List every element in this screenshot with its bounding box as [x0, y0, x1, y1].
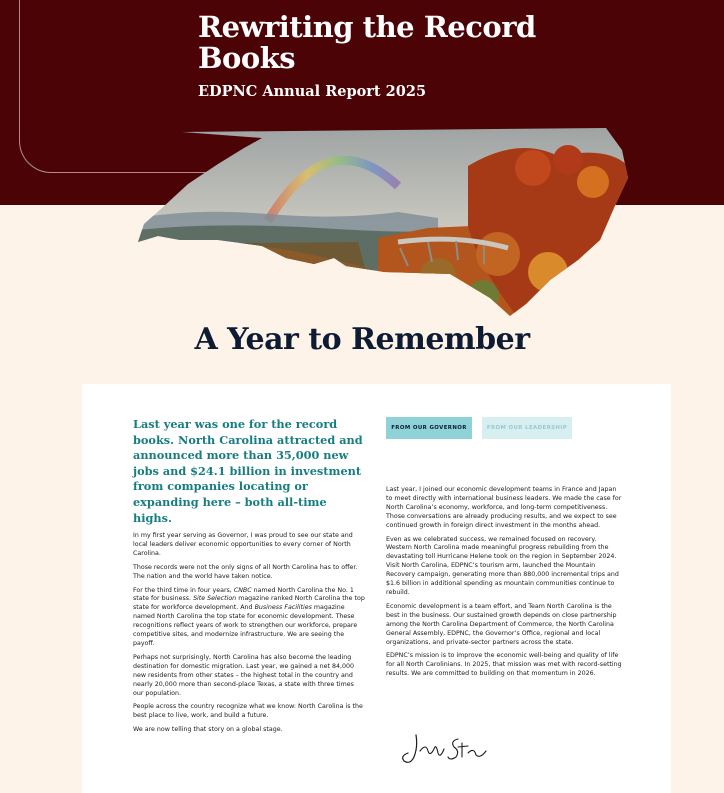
letter-right-column: [386, 486, 622, 684]
section-title: A Year to Remember: [194, 322, 530, 357]
page-title: Rewriting the Record Books: [198, 10, 536, 75]
north-carolina-landscape-map: [138, 126, 628, 318]
body-paragraph: Even as we celebrated success, we remained focused on recovery. Western North Carolina made meaningful progress rebuilding from the devastating toll Hurricane Helene took on the region in September 2024. Visit North Carolina, EDPNC’s tourism arm, launched the Mountain Recovery campaign, generating more than 880,000 incremental trips and $1.6 billion in additional spending as mountain communities continue to rebuild.: [386, 535, 619, 596]
body-paragraph: Those records were not the only signs of all North Carolina has to offer. The nation and the world have taken notice.: [133, 563, 358, 580]
publication-name: Business Facilities: [254, 604, 312, 612]
page-subtitle: EDPNC Annual Report 2025: [198, 83, 427, 100]
letter-left-column: [133, 532, 365, 740]
tab-from-our-leadership[interactable]: FROM OUR LEADERSHIP: [482, 417, 572, 439]
handwritten-signature: [400, 729, 492, 769]
body-paragraph: People across the country recognize what we know: North Carolina is the best place to live, work, and build a future.: [133, 703, 363, 720]
tab-from-our-governor[interactable]: FROM OUR GOVERNOR: [386, 417, 472, 439]
body-paragraph: We are now telling that story on a global stage.: [133, 726, 283, 734]
body-paragraph: Perhaps not surprisingly, North Carolina has also become the leading destination for domestic migration. Last year, we gained a net 84,000 new residents from other states – the highest total in the country and nearly 20,000 more than second-place Texas, a state with three times our population.: [133, 653, 355, 697]
publication-name: Site Selection: [193, 595, 237, 603]
body-paragraph: Last year, I joined our economic development teams in France and Japan to meet directly with international business leaders. We made the case for North Carolina’s economy, workforce, and long-term competitiveness. Those conversations are already producing results, and we expect to see continued growth in foreign direct investment in the months ahead.: [386, 486, 622, 529]
body-paragraph: Economic development is a team effort, and Team North Carolina is the best in the business. Our sustained growth depends on close partnership among the North Carolina Department of Commerce, the North Carolina General Assembly, EDPNC, the Governor’s Office, regional and local organizations, and private-sector partners across the state.: [386, 602, 617, 646]
body-paragraph: For the third time in four years, CNBC named North Carolina the No. 1 state for business. Site Selection magazine ranked North Carolina the top state for workforce development. And Business Facilities magazine named North Carolina the top state for economic development. These recognitions reflect years of work to strengthen our workforce, prepare competitive sites, and modernize infrastructure. We are seeing the payoff.: [133, 586, 365, 647]
lede-paragraph: Last year was one for the record books. North Carolina attracted and announced more than 35,000 new jobs and $24.1 billion in investment from companies locating or expanding here – both all-time highs.: [133, 417, 363, 525]
body-paragraph: In my first year serving as Governor, I was proud to see our state and local leaders deliver economic opportunities to every corner of North Carolina.: [133, 532, 353, 557]
publication-name: CNBC: [233, 586, 252, 594]
letter-card: [82, 384, 671, 793]
body-paragraph: EDPNC’s mission is to improve the economic well-being and quality of life for all North Carolinians. In 2025, that mission was met with record-setting results. We are committed to building on that momentum in 2026.: [386, 652, 622, 678]
